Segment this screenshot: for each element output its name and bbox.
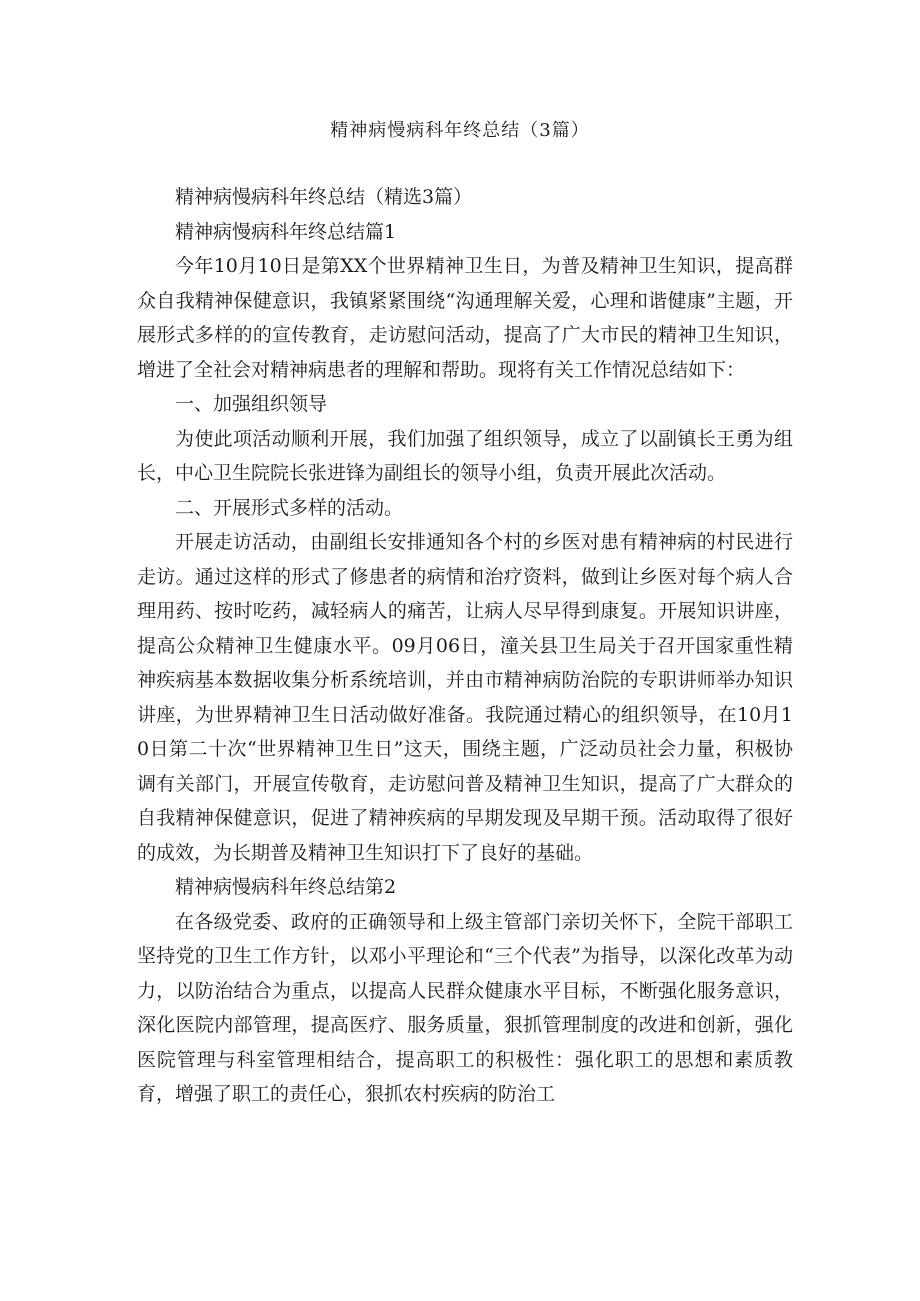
subheading-organization: 一、加强组织领导 <box>175 393 328 415</box>
subheading-activities: 二、开展形式多样的活动。 <box>175 496 404 519</box>
section-heading-2: 精神病慢病科年终总结第2 <box>175 876 397 898</box>
subtitle-paragraph: 精神病慢病科年终总结（精选3篇） <box>175 186 473 208</box>
section-heading-1: 精神病慢病科年终总结篇1 <box>175 220 397 243</box>
body-paragraph: 为使此项活动顺利开展，我们加强了组织领导，成立了以副镇长王勇为组长，中心卫生院院长张进锋为副组长的领导小组，负责开展此次活动。 <box>137 427 793 484</box>
document-body <box>137 180 793 1112</box>
body-paragraph: 开展走访活动，由副组长安排通知各个村的乡医对患有精神病的村民进行走访。通过这样的形式了修患者的病情和治疗资料，做到让乡医对每个病人合理用药、按时吃药，减轻病人的痛苦，让病人尽早得到康复。开展知识讲座，提高公众精神卫生健康水平。09月06日，潼关县卫生局关于召开国家重性精神疾病基本数据收集分析系统培训，并由市精神病防治院的专职讲师举办知识讲座，为世界精神卫生日活动做好准备。我院通过精心的组织领导，在10月10日第二十次“世界精神卫生日”这天，围绕主题，广泛动员社会力量，积极协调有关部门，开展宣传敬育，走访慰问普及精神卫生知识，提高了广大群众的自我精神保健意识，促进了精神疾病的早期发现及早期干预。活动取得了很好的成效，为长期普及精神卫生知识打下了良好的基础。 <box>137 531 793 864</box>
document-title: 精神病慢病科年终总结（3篇） <box>330 120 590 141</box>
body-paragraph: 在各级党委、政府的正确领导和上级主管部门亲切关怀下，全院干部职工坚持党的卫生工作方针，以邓小平理论和“三个代表”为指导，以深化改革为动力，以防治结合为重点，以提高人民群众健康水平目标，不断强化服务意识，深化医院内部管理，提高医疗、服务质量，狠抓管理制度的改进和创新，强化医院管理与科室管理相结合，提高职工的积极性：强化职工的思想和素质教育，增强了职工的责任心，狠抓农村疾病的防治工 <box>137 910 793 1105</box>
body-paragraph: 今年10月10日是第XX个世界精神卫生日，为普及精神卫生知识，提高群众自我精神保健意识，我镇紧紧围绕“沟通理解关爱，心理和谐健康”主题，开展形式多样的的宣传教育，走访慰问活动，提高了广大市民的精神卫生知识，增进了全社会对精神病患者的理解和帮助。现将有关工作情况总结如下： <box>137 255 793 381</box>
